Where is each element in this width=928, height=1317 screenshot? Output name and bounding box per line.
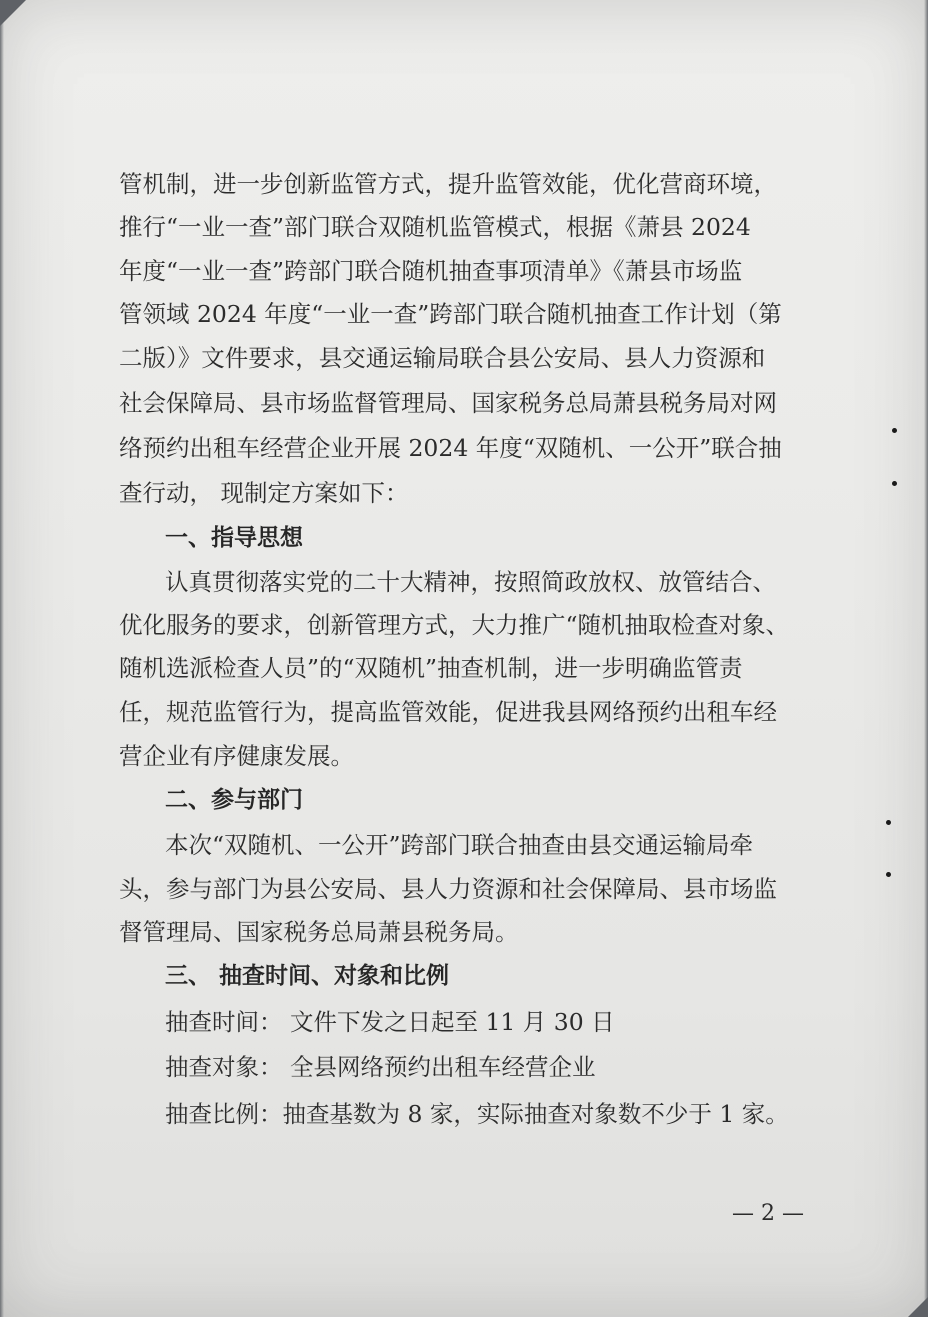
page-number: — 2 — [732, 1201, 804, 1226]
scan-edge-left [0, 0, 4, 1317]
scan-edge-right [924, 0, 928, 1317]
section-3-heading: 三、 抽查时间、对象和比例 [165, 963, 450, 989]
binding-mark-dot [892, 428, 897, 433]
intro-line-4: 管领域 2024 年度“一业一查”跨部门联合随机抽查工作计划（第 [119, 300, 782, 328]
section-1-line-5: 营企业有序健康发展。 [119, 742, 354, 770]
intro-line-7: 络预约出租车经营企业开展 2024 年度“双随机、一公开”联合抽 [119, 434, 782, 462]
section-2-line-1: 本次“双随机、一公开”跨部门联合抽查由县交通运输局牵 [165, 831, 754, 859]
intro-line-2: 推行“一业一查”部门联合双随机监管模式，根据《萧县 2024 [119, 213, 751, 241]
binding-mark-dot [892, 481, 897, 486]
section-1-line-1: 认真贯彻落实党的二十大精神，按照简政放权、放管结合、 [165, 568, 776, 596]
section-1-line-4: 任，规范监管行为，提高监管效能，促进我县网络预约出租车经 [119, 698, 777, 726]
intro-line-3: 年度“一业一查”跨部门联合随机抽查事项清单》《萧县市场监 [119, 257, 743, 285]
section-1-line-3: 随机选派检查人员”的“双随机”抽查机制，进一步明确监管责 [119, 654, 743, 682]
section-2-line-2: 头，参与部门为县公安局、县人力资源和社会保障局、县市场监 [119, 875, 777, 903]
section-1-line-2: 优化服务的要求，创新管理方式，大力推广“随机抽取检查对象、 [119, 611, 790, 639]
intro-line-8: 查行动， 现制定方案如下： [119, 479, 409, 507]
intro-line-5: 二版）》文件要求，县交通运输局联合县公安局、县人力资源和 [119, 344, 766, 372]
binding-mark-dot [886, 820, 891, 825]
section-2-heading: 二、参与部门 [165, 787, 303, 813]
section-2-line-3: 督管理局、国家税务总局萧县税务局。 [119, 918, 519, 946]
section-1-heading: 一、指导思想 [165, 525, 303, 551]
intro-line-1: 管机制，进一步创新监管方式，提升监管效能，优化营商环境， [119, 170, 777, 198]
binding-mark-dot [886, 872, 891, 877]
scan-corner-bottom-right [908, 1297, 928, 1317]
scan-corner-top-left [0, 0, 26, 26]
inspection-ratio: 抽查比例：抽查基数为 8 家，实际抽查对象数不少于 1 家。 [165, 1100, 789, 1128]
intro-line-6: 社会保障局、县市场监督管理局、国家税务总局萧县税务局对网 [119, 389, 777, 417]
inspection-time: 抽查时间： 文件下发之日起至 11 月 30 日 [165, 1008, 615, 1036]
inspection-object: 抽查对象： 全县网络预约出租车经营企业 [165, 1053, 596, 1081]
